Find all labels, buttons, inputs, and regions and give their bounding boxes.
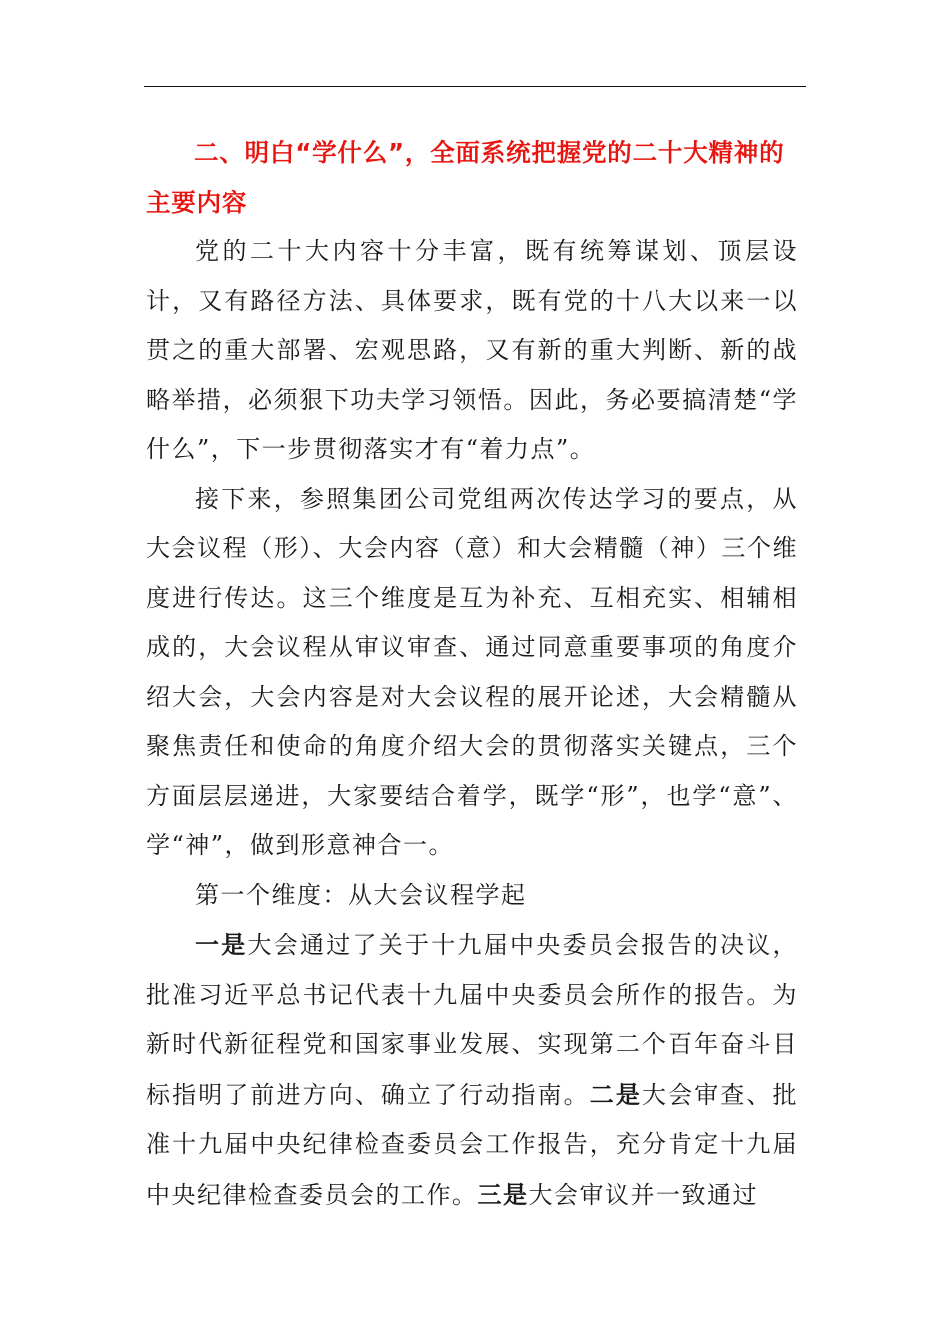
agenda-lead-3: 三是	[477, 1179, 529, 1209]
subheading-first-dimension: 第一个维度：从大会议程学起	[195, 880, 527, 909]
section-heading: 二、明白“学什么”，全面系统把握党的二十大精神的主要内容	[146, 138, 785, 217]
document-body	[146, 128, 798, 1220]
agenda-text-3: 大会审议并一致通过	[528, 1180, 758, 1209]
agenda-text-1: 大会通过了关于十九届中央委员会报告的决议，批准习近平总书记代表十九届中央委员会所作的报告。为新时代新征程党和国家事业发展、实现第二个百年奋斗目标指明了前进方向、确立了行动指南。	[146, 931, 798, 1109]
agenda-text-2: 大会审查、批准十九届中央纪律检查委员会工作报告，充分肯定十九届中央纪律检查委员会的工作。	[146, 1080, 799, 1209]
paragraph-intro: 党的二十大内容十分丰富，既有统筹谋划、顶层设计，又有路径方法、具体要求，既有党的十八大以来一以贯之的重大部署、宏观思路，又有新的重大判断、新的战略举措，必须狠下功夫学习领悟。因此，务必要搞清楚“学什么”，下一步贯彻落实才有“着力点”。	[146, 237, 798, 463]
header-rule	[144, 86, 806, 87]
paragraph-dimensions: 接下来，参照集团公司党组两次传达学习的要点，从大会议程（形）、大会内容（意）和大会精髓（神）三个维度进行传达。这三个维度是互为补充、互相充实、相辅相成的，大会议程从审议审查、通过同意重要事项的角度介绍大会，大会内容是对大会议程的展开论述，大会精髓从聚焦责任和使命的角度介绍大会的贯彻落实关键点，三个方面层层递进，大家要结合着学，既学“形”，也学“意”、学“神”，做到形意神合一。	[146, 484, 798, 859]
agenda-lead-1: 一是	[195, 930, 248, 959]
paragraph-agenda	[146, 920, 798, 1220]
agenda-lead-2: 二是	[589, 1079, 642, 1109]
